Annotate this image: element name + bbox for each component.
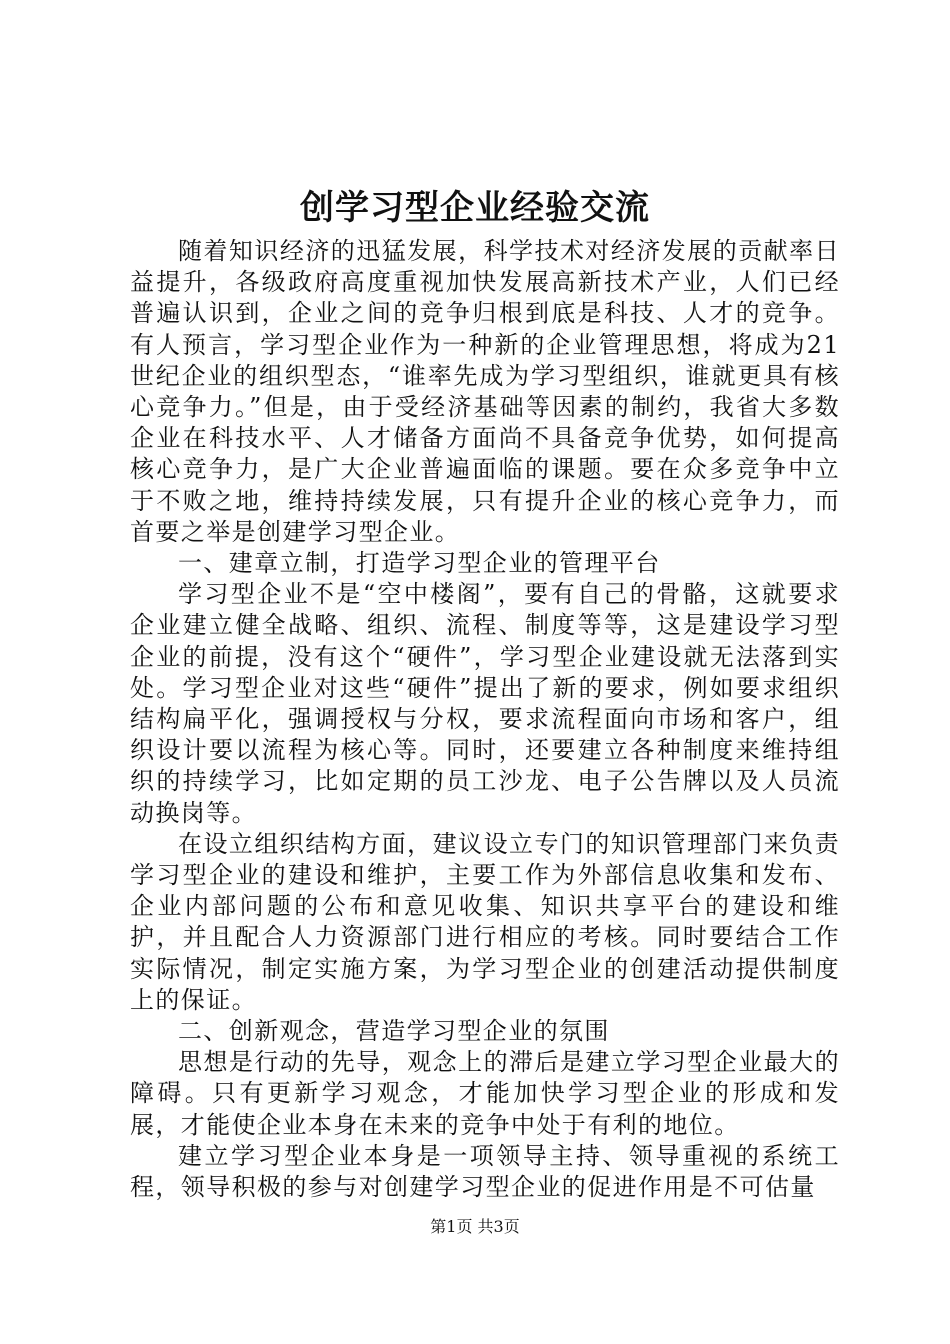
document-body bbox=[130, 236, 840, 1203]
section-heading-1: 一、建章立制，打造学习型企业的管理平台 bbox=[178, 549, 661, 578]
paragraph-section2-b: 建立学习型企业本身是一项领导主持、领导重视的系统工程，领导积极的参与对创建学习型企业的促进作用是不可估量 bbox=[130, 1141, 840, 1202]
page-footer: 第1页 共3页 bbox=[430, 1217, 520, 1236]
section-heading-2: 二、创新观念，营造学习型企业的氛围 bbox=[178, 1017, 610, 1046]
paragraph-section1-b: 在设立组织结构方面，建议设立专门的知识管理部门来负责学习型企业的建设和维护，主要工作为外部信息收集和发布、企业内部问题的公布和意见收集、知识共享平台的建设和维护，并且配合人力资源部门进行相应的考核。同时要结合工作实际情况，制定实施方案，为学习型企业的创建活动提供制度上的保证。 bbox=[130, 829, 840, 1014]
paragraph-section2-a: 思想是行动的先导，观念上的滞后是建立学习型企业最大的障碍。只有更新学习观念，才能加快学习型企业的形成和发展，才能使企业本身在未来的竞争中处于有利的地位。 bbox=[130, 1048, 840, 1139]
paragraph-section1-a: 学习型企业不是“空中楼阁”，要有自己的骨骼，这就要求企业建立健全战略、组织、流程、制度等等，这是建设学习型企业的前提，没有这个“硬件”，学习型企业建设就无法落到实处。学习型企业对这些“硬件”提出了新的要求，例如要求组织结构扁平化，强调授权与分权，要求流程面向市场和客户，组织设计要以流程为核心等。同时，还要建立各种制度来维持组织的持续学习，比如定期的员工沙龙、电子公告牌以及人员流动换岗等。 bbox=[130, 580, 840, 827]
document-title: 创学习型企业经验交流 bbox=[300, 188, 650, 228]
paragraph-intro: 随着知识经济的迅猛发展，科学技术对经济发展的贡献率日益提升，各级政府高度重视加快发展高新技术产业，人们已经普遍认识到，企业之间的竞争归根到底是科技、人才的竞争。有人预言，学习型企业作为一种新的企业管理思想，将成为21世纪企业的组织型态，“谁率先成为学习型组织，谁就更具有核心竞争力。”但是，由于受经济基础等因素的制约，我省大多数企业在科技水平、人才储备方面尚不具备竞争优势，如何提高核心竞争力，是广大企业普遍面临的课题。要在众多竞争中立于不败之地，维持持续发展，只有提升企业的核心竞争力，而首要之举是创建学习型企业。 bbox=[130, 237, 840, 546]
